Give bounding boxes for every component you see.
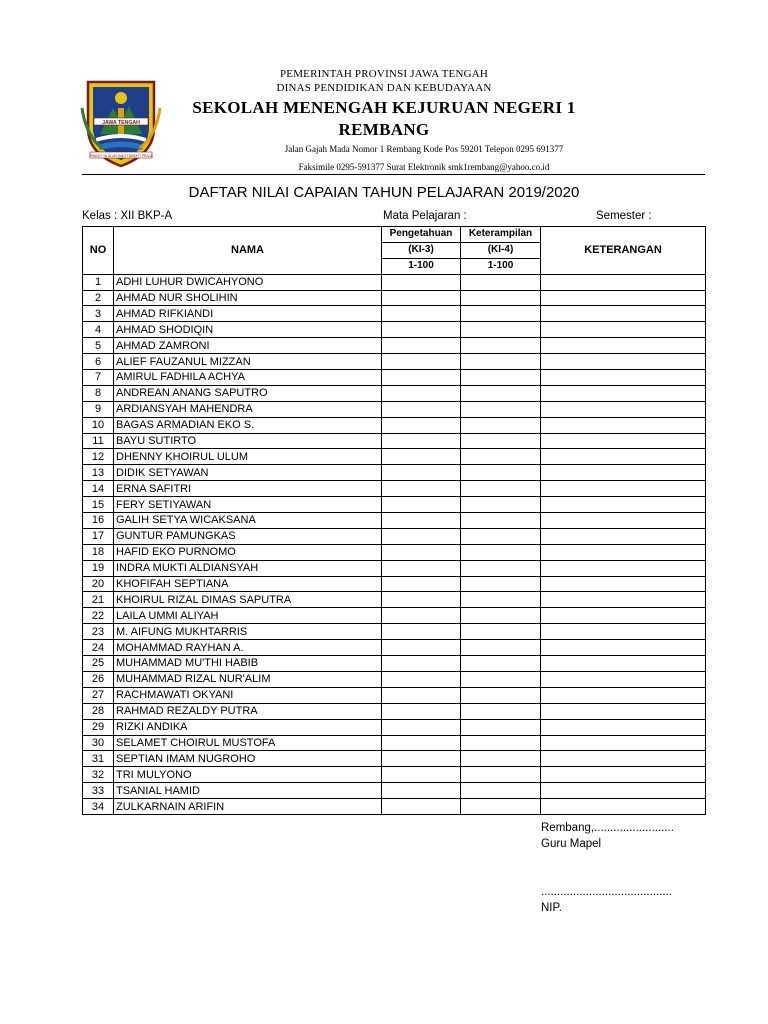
remarks-cell[interactable] <box>541 370 706 386</box>
row-number: 7 <box>83 370 114 386</box>
school-address: Jalan Gajah Mada Nomor 1 Rembang Kode Pos 59201 Telepon 0295 691377 <box>284 144 564 154</box>
row-number: 5 <box>83 338 114 354</box>
remarks-cell[interactable] <box>541 306 706 322</box>
knowledge-score-cell[interactable] <box>382 497 461 513</box>
knowledge-score-cell[interactable] <box>382 560 461 576</box>
knowledge-score-cell[interactable] <box>382 354 461 370</box>
student-name: ZULKARNAIN ARIFIN <box>114 799 382 815</box>
row-number: 30 <box>83 735 114 751</box>
student-rows <box>83 274 706 814</box>
skills-score-cell[interactable] <box>461 290 541 306</box>
remarks-cell[interactable] <box>541 560 706 576</box>
student-name: MUHAMMAD RIZAL NUR'ALIM <box>114 671 382 687</box>
remarks-cell[interactable] <box>541 401 706 417</box>
row-number: 20 <box>83 576 114 592</box>
student-name: KHOIRUL RIZAL DIMAS SAPUTRA <box>114 592 382 608</box>
skills-score-cell[interactable] <box>461 560 541 576</box>
table-row <box>83 449 706 465</box>
row-number: 19 <box>83 560 114 576</box>
row-number: 24 <box>83 640 114 656</box>
school-city: REMBANG <box>338 120 430 139</box>
class-label: Kelas : XII BKP-A <box>82 210 173 222</box>
remarks-cell[interactable] <box>541 767 706 783</box>
skills-score-cell[interactable] <box>461 274 541 290</box>
grades-table <box>82 226 706 815</box>
student-name: GUNTUR PAMUNGKAS <box>114 528 382 544</box>
knowledge-score-cell[interactable] <box>382 513 461 529</box>
student-name: BAYU SUTIRTO <box>114 433 382 449</box>
student-name: KHOFIFAH SEPTIANA <box>114 576 382 592</box>
table-row <box>83 385 706 401</box>
skills-score-cell[interactable] <box>461 783 541 799</box>
knowledge-score-cell[interactable] <box>382 671 461 687</box>
student-name: DIDIK SETYAWAN <box>114 465 382 481</box>
skills-score-cell[interactable] <box>461 322 541 338</box>
skills-score-cell[interactable] <box>461 544 541 560</box>
student-name: AHMAD NUR SHOLIHIN <box>114 290 382 306</box>
row-number: 17 <box>83 528 114 544</box>
skills-score-cell[interactable] <box>461 735 541 751</box>
subject-label: Mata Pelajaran : <box>383 210 467 222</box>
row-number: 8 <box>83 385 114 401</box>
student-name: RAHMAD REZALDY PUTRA <box>114 703 382 719</box>
ki4-header: (KI-4) <box>461 242 541 258</box>
student-name: ALIEF FAUZANUL MIZZAN <box>114 354 382 370</box>
row-number: 15 <box>83 497 114 513</box>
row-number: 3 <box>83 306 114 322</box>
knowledge-score-cell[interactable] <box>382 592 461 608</box>
school-fax-email: Faksimile 0295-591377 Surat Elektronik smk1rembang@yahoo.co.id <box>298 162 550 172</box>
skills-score-cell[interactable] <box>461 449 541 465</box>
row-number: 10 <box>83 417 114 433</box>
remarks-cell[interactable] <box>541 656 706 672</box>
knowledge-range: 1-100 <box>382 258 461 274</box>
table-row <box>83 465 706 481</box>
government-line: PEMERINTAH PROVINSI JAWA TENGAH <box>279 68 489 80</box>
table-row <box>83 560 706 576</box>
knowledge-score-cell[interactable] <box>382 481 461 497</box>
table-row <box>83 338 706 354</box>
student-name: INDRA MUKTI ALDIANSYAH <box>114 560 382 576</box>
skills-score-cell[interactable] <box>461 433 541 449</box>
row-number: 27 <box>83 687 114 703</box>
student-name: TRI MULYONO <box>114 767 382 783</box>
knowledge-score-cell[interactable] <box>382 290 461 306</box>
remarks-cell[interactable] <box>541 624 706 640</box>
remarks-cell[interactable] <box>541 513 706 529</box>
remarks-cell[interactable] <box>541 703 706 719</box>
table-row <box>83 544 706 560</box>
knowledge-header: Pengetahuan <box>382 227 461 243</box>
remarks-cell[interactable] <box>541 322 706 338</box>
no-header: NO <box>83 227 114 275</box>
document-title: DAFTAR NILAI CAPAIAN TAHUN PELAJARAN 2019/2020 <box>188 184 580 201</box>
knowledge-score-cell[interactable] <box>382 640 461 656</box>
knowledge-score-cell[interactable] <box>382 417 461 433</box>
row-number: 25 <box>83 656 114 672</box>
table-row <box>83 513 706 529</box>
knowledge-score-cell[interactable] <box>382 656 461 672</box>
remarks-cell[interactable] <box>541 735 706 751</box>
remarks-cell[interactable] <box>541 608 706 624</box>
table-row <box>83 783 706 799</box>
table-row <box>83 417 706 433</box>
knowledge-score-cell[interactable] <box>382 370 461 386</box>
remarks-cell[interactable] <box>541 354 706 370</box>
table-row <box>83 608 706 624</box>
knowledge-score-cell[interactable] <box>382 751 461 767</box>
table-row <box>83 481 706 497</box>
row-number: 26 <box>83 671 114 687</box>
semester-label: Semester : <box>596 210 652 222</box>
knowledge-score-cell[interactable] <box>382 799 461 815</box>
student-name: BAGAS ARMADIAN EKO S. <box>114 417 382 433</box>
skills-score-cell[interactable] <box>461 751 541 767</box>
remarks-cell[interactable] <box>541 576 706 592</box>
remarks-cell[interactable] <box>541 481 706 497</box>
skills-score-cell[interactable] <box>461 306 541 322</box>
table-row <box>83 274 706 290</box>
table-row <box>83 671 706 687</box>
row-number: 22 <box>83 608 114 624</box>
letterhead <box>0 0 768 180</box>
student-name: RACHMAWATI OKYANI <box>114 687 382 703</box>
row-number: 29 <box>83 719 114 735</box>
student-name: LAILA UMMI ALIYAH <box>114 608 382 624</box>
knowledge-score-cell[interactable] <box>382 338 461 354</box>
skills-score-cell[interactable] <box>461 576 541 592</box>
knowledge-score-cell[interactable] <box>382 449 461 465</box>
remarks-cell[interactable] <box>541 465 706 481</box>
department-line: DINAS PENDIDIKAN DAN KEBUDAYAAN <box>276 82 492 94</box>
row-number: 21 <box>83 592 114 608</box>
skills-header: Keterampilan <box>461 227 541 243</box>
skills-score-cell[interactable] <box>461 497 541 513</box>
remarks-cell[interactable] <box>541 433 706 449</box>
student-name: DHENNY KHOIRUL ULUM <box>114 449 382 465</box>
remarks-cell[interactable] <box>541 544 706 560</box>
knowledge-score-cell[interactable] <box>382 576 461 592</box>
remarks-cell[interactable] <box>541 274 706 290</box>
student-name: ARDIANSYAH MAHENDRA <box>114 401 382 417</box>
table-row <box>83 751 706 767</box>
skills-score-cell[interactable] <box>461 799 541 815</box>
student-name: AHMAD ZAMRONI <box>114 338 382 354</box>
name-header: NAMA <box>114 227 382 275</box>
row-number: 2 <box>83 290 114 306</box>
knowledge-score-cell[interactable] <box>382 719 461 735</box>
student-name: TSANIAL HAMID <box>114 783 382 799</box>
logo-motto: PRASETYA ULAH SAKTI BHAKTI PRAJA <box>89 153 153 158</box>
knowledge-score-cell[interactable] <box>382 624 461 640</box>
row-number: 23 <box>83 624 114 640</box>
row-number: 12 <box>83 449 114 465</box>
knowledge-score-cell[interactable] <box>382 528 461 544</box>
table-row <box>83 640 706 656</box>
row-number: 11 <box>83 433 114 449</box>
student-name: MUHAMMAD MU'THI HABIB <box>114 656 382 672</box>
skills-score-cell[interactable] <box>461 719 541 735</box>
table-row <box>83 656 706 672</box>
signature-place-date: Rembang,......................... <box>541 822 674 834</box>
skills-score-cell[interactable] <box>461 671 541 687</box>
knowledge-score-cell[interactable] <box>382 433 461 449</box>
row-number: 34 <box>83 799 114 815</box>
remarks-cell[interactable] <box>541 671 706 687</box>
student-name: RIZKI ANDIKA <box>114 719 382 735</box>
remarks-cell[interactable] <box>541 592 706 608</box>
row-number: 9 <box>83 401 114 417</box>
table-row <box>83 306 706 322</box>
knowledge-score-cell[interactable] <box>382 735 461 751</box>
remarks-cell[interactable] <box>541 640 706 656</box>
skills-score-cell[interactable] <box>461 624 541 640</box>
skills-score-cell[interactable] <box>461 354 541 370</box>
skills-score-cell[interactable] <box>461 338 541 354</box>
student-name: ERNA SAFITRI <box>114 481 382 497</box>
skills-score-cell[interactable] <box>461 370 541 386</box>
skills-score-cell[interactable] <box>461 401 541 417</box>
row-number: 6 <box>83 354 114 370</box>
knowledge-score-cell[interactable] <box>382 703 461 719</box>
remarks-cell[interactable] <box>541 799 706 815</box>
skills-score-cell[interactable] <box>461 608 541 624</box>
knowledge-score-cell[interactable] <box>382 322 461 338</box>
table-row <box>83 290 706 306</box>
skills-score-cell[interactable] <box>461 592 541 608</box>
table-row <box>83 719 706 735</box>
row-number: 1 <box>83 274 114 290</box>
signature-role: Guru Mapel <box>541 838 602 850</box>
table-row <box>83 370 706 386</box>
student-name: FERY SETIYAWAN <box>114 497 382 513</box>
ki3-header: (KI-3) <box>382 242 461 258</box>
table-row <box>83 735 706 751</box>
remarks-cell[interactable] <box>541 528 706 544</box>
remarks-header: KETERANGAN <box>541 227 706 275</box>
signature-nip: NIP. <box>541 902 562 914</box>
table-row <box>83 592 706 608</box>
remarks-cell[interactable] <box>541 417 706 433</box>
row-number: 32 <box>83 767 114 783</box>
skills-score-cell[interactable] <box>461 640 541 656</box>
student-name: SEPTIAN IMAM NUGROHO <box>114 751 382 767</box>
student-name: AHMAD RIFKIANDI <box>114 306 382 322</box>
header-divider <box>82 174 705 175</box>
skills-score-cell[interactable] <box>461 767 541 783</box>
table-row <box>83 528 706 544</box>
knowledge-score-cell[interactable] <box>382 783 461 799</box>
row-number: 18 <box>83 544 114 560</box>
skills-score-cell[interactable] <box>461 703 541 719</box>
knowledge-score-cell[interactable] <box>382 767 461 783</box>
skills-score-cell[interactable] <box>461 687 541 703</box>
student-name: M. AIFUNG MUKHTARRIS <box>114 624 382 640</box>
skills-score-cell[interactable] <box>461 417 541 433</box>
remarks-cell[interactable] <box>541 687 706 703</box>
table-row <box>83 354 706 370</box>
table-row <box>83 624 706 640</box>
table-row <box>83 322 706 338</box>
signature-line: ......................................... <box>541 886 672 898</box>
logo-text: JAWA TENGAH <box>102 119 140 126</box>
skills-range: 1-100 <box>461 258 541 274</box>
skills-score-cell[interactable] <box>461 465 541 481</box>
table-row <box>83 497 706 513</box>
row-number: 31 <box>83 751 114 767</box>
student-name: HAFID EKO PURNOMO <box>114 544 382 560</box>
skills-score-cell[interactable] <box>461 481 541 497</box>
row-number: 28 <box>83 703 114 719</box>
skills-score-cell[interactable] <box>461 528 541 544</box>
student-name: AHMAD SHODIQIN <box>114 322 382 338</box>
knowledge-score-cell[interactable] <box>382 401 461 417</box>
row-number: 13 <box>83 465 114 481</box>
row-number: 16 <box>83 513 114 529</box>
remarks-cell[interactable] <box>541 751 706 767</box>
knowledge-score-cell[interactable] <box>382 544 461 560</box>
student-name: SELAMET CHOIRUL MUSTOFA <box>114 735 382 751</box>
knowledge-score-cell[interactable] <box>382 608 461 624</box>
skills-score-cell[interactable] <box>461 385 541 401</box>
table-row <box>83 703 706 719</box>
knowledge-score-cell[interactable] <box>382 385 461 401</box>
remarks-cell[interactable] <box>541 719 706 735</box>
student-name: ADHI LUHUR DWICAHYONO <box>114 274 382 290</box>
remarks-cell[interactable] <box>541 449 706 465</box>
table-row <box>83 401 706 417</box>
knowledge-score-cell[interactable] <box>382 687 461 703</box>
remarks-cell[interactable] <box>541 783 706 799</box>
student-name: AMIRUL FADHILA ACHYA <box>114 370 382 386</box>
skills-score-cell[interactable] <box>461 656 541 672</box>
student-name: MOHAMMAD RAYHAN A. <box>114 640 382 656</box>
skills-score-cell[interactable] <box>461 513 541 529</box>
table-row <box>83 433 706 449</box>
remarks-cell[interactable] <box>541 338 706 354</box>
remarks-cell[interactable] <box>541 290 706 306</box>
school-name: SEKOLAH MENENGAH KEJURUAN NEGERI 1 <box>192 98 576 117</box>
knowledge-score-cell[interactable] <box>382 306 461 322</box>
student-name: GALIH SETYA WICAKSANA <box>114 513 382 529</box>
table-row <box>83 576 706 592</box>
table-row <box>83 799 706 815</box>
row-number: 14 <box>83 481 114 497</box>
row-number: 33 <box>83 783 114 799</box>
knowledge-score-cell[interactable] <box>382 274 461 290</box>
table-row <box>83 767 706 783</box>
remarks-cell[interactable] <box>541 497 706 513</box>
table-row <box>83 687 706 703</box>
knowledge-score-cell[interactable] <box>382 465 461 481</box>
student-name: ANDREAN ANANG SAPUTRO <box>114 385 382 401</box>
remarks-cell[interactable] <box>541 385 706 401</box>
row-number: 4 <box>83 322 114 338</box>
